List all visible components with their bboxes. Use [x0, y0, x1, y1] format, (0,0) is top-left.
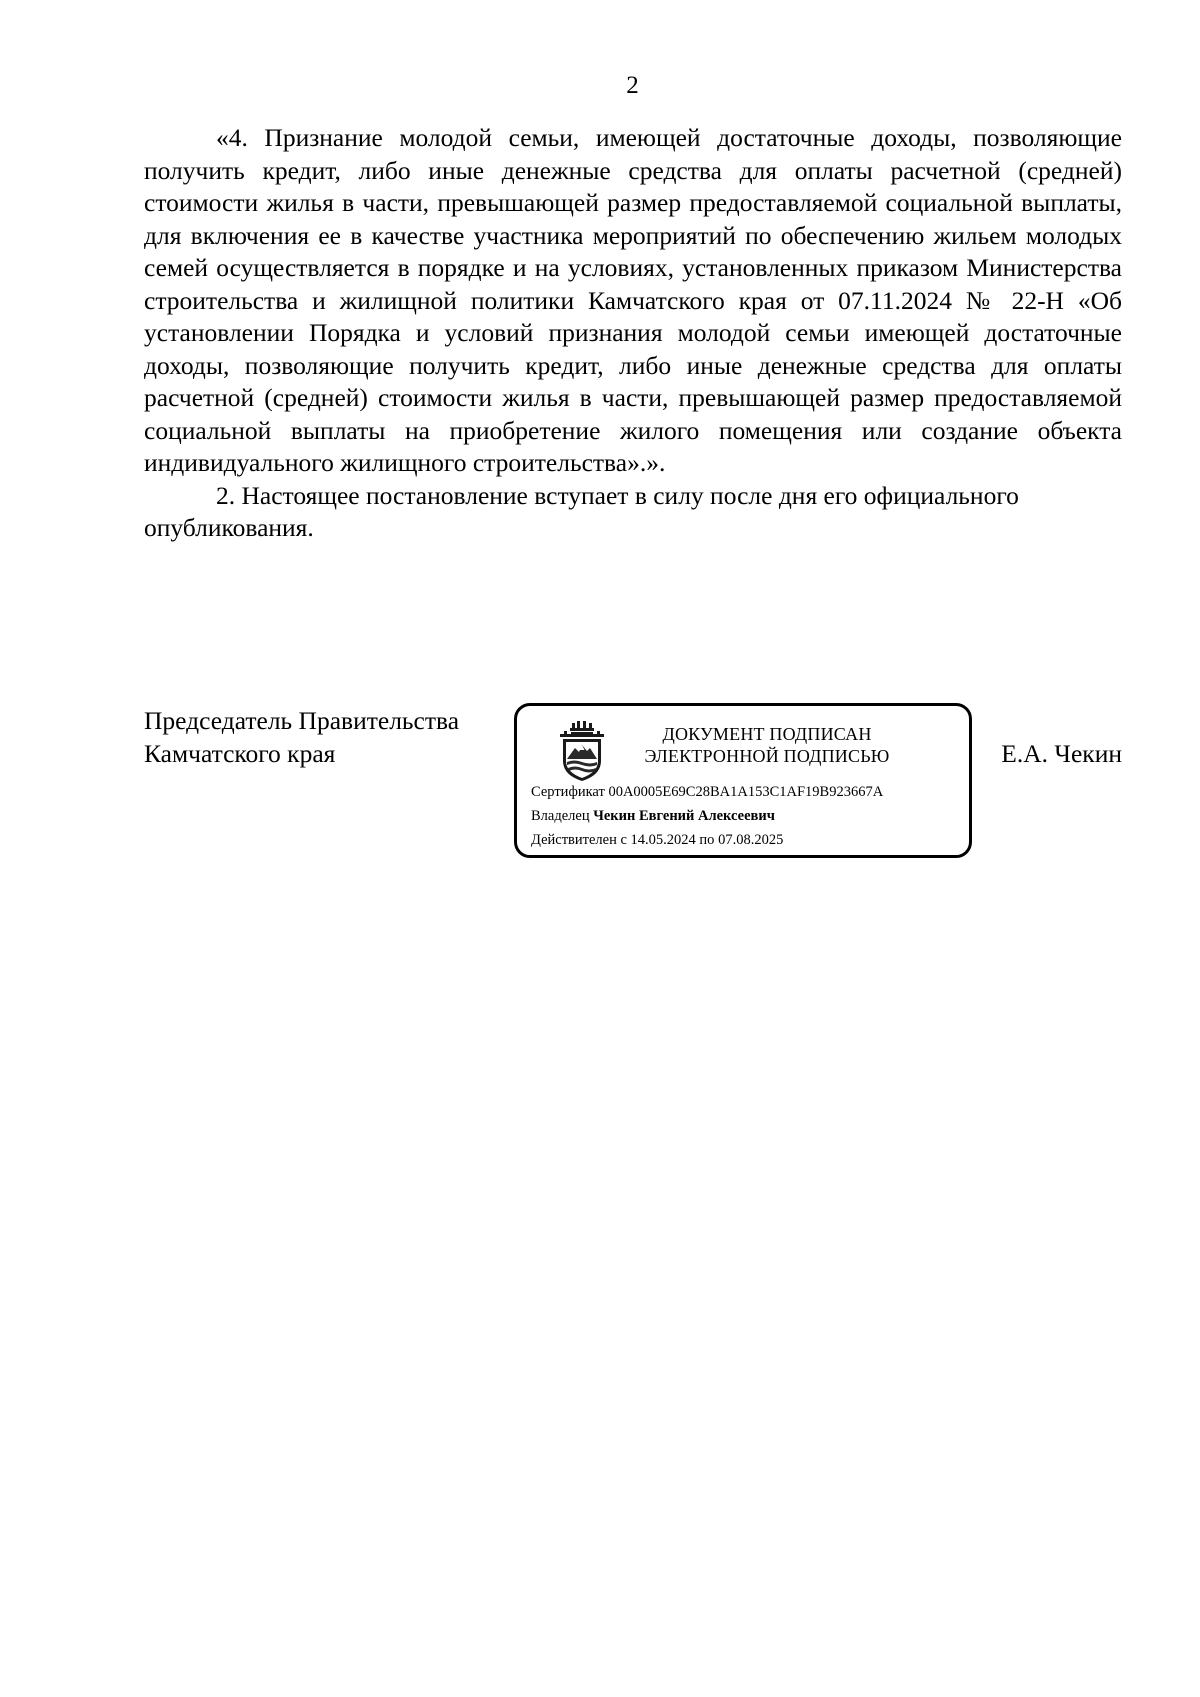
valid-to-date: 07.08.2025 — [718, 832, 784, 848]
page-number: 2 — [626, 72, 639, 99]
document-body — [144, 122, 1122, 545]
signer-position-line-1: Председатель Правительства — [144, 706, 460, 735]
signer-position-line-2: Камчатского края — [144, 739, 336, 768]
stamp-owner — [531, 807, 775, 825]
stamp-heading-line-2: ЭЛЕКТРОННОЙ ПОДПИСЬЮ — [644, 746, 890, 766]
owner-label: Владелец — [531, 808, 590, 824]
paragraph-item-2: 2. Настоящее постановление вступает в силу после дня его официального опубликования. — [144, 480, 1019, 542]
certificate-label: Сертификат — [531, 784, 605, 800]
signer-position — [144, 704, 524, 770]
stamp-certificate — [531, 783, 883, 801]
valid-to-label: по — [699, 832, 715, 848]
certificate-value: 00A0005E69C28BA1A153C1AF19B923667A — [608, 784, 884, 800]
stamp-heading — [617, 723, 917, 767]
signer-name: Е.А. Чекин — [1001, 739, 1122, 768]
kamchatka-coat-of-arms-icon — [557, 721, 607, 783]
stamp-validity — [531, 831, 783, 849]
owner-value: Чекин Евгений Алексеевич — [593, 808, 775, 824]
paragraph-item-4: «4. Признание молодой семьи, имеющей достаточные доходы, позволяющие получить кредит, либо иные денежные средства для оплаты расчетной (средней) стоимости жилья в части, превышающей размер предоставляемой социальной выплаты, для включения ее в качестве участника мероприятий по обеспечению жильем молодых семей осуществляется в порядке и на условиях, установленных приказом Министерства строительства и жилищной политики Камчатского края от 07.11.2024 № 22-Н «Об установлении Порядка и условий признания молодой семьи имеющей достаточные доходы, позволяющие получить кредит, либо иные денежные средства для оплаты расчетной (средней) стоимости жилья в части, превышающей размер предоставляемой социальной выплаты на приобретение жилого помещения или создание объекта индивидуального жилищного строительства».». — [144, 123, 1122, 477]
valid-from-label: Действителен с — [531, 832, 627, 848]
valid-from-date: 14.05.2024 — [630, 832, 696, 848]
electronic-signature-stamp — [514, 703, 972, 858]
stamp-heading-line-1: ДОКУМЕНТ ПОДПИСАН — [662, 724, 872, 744]
